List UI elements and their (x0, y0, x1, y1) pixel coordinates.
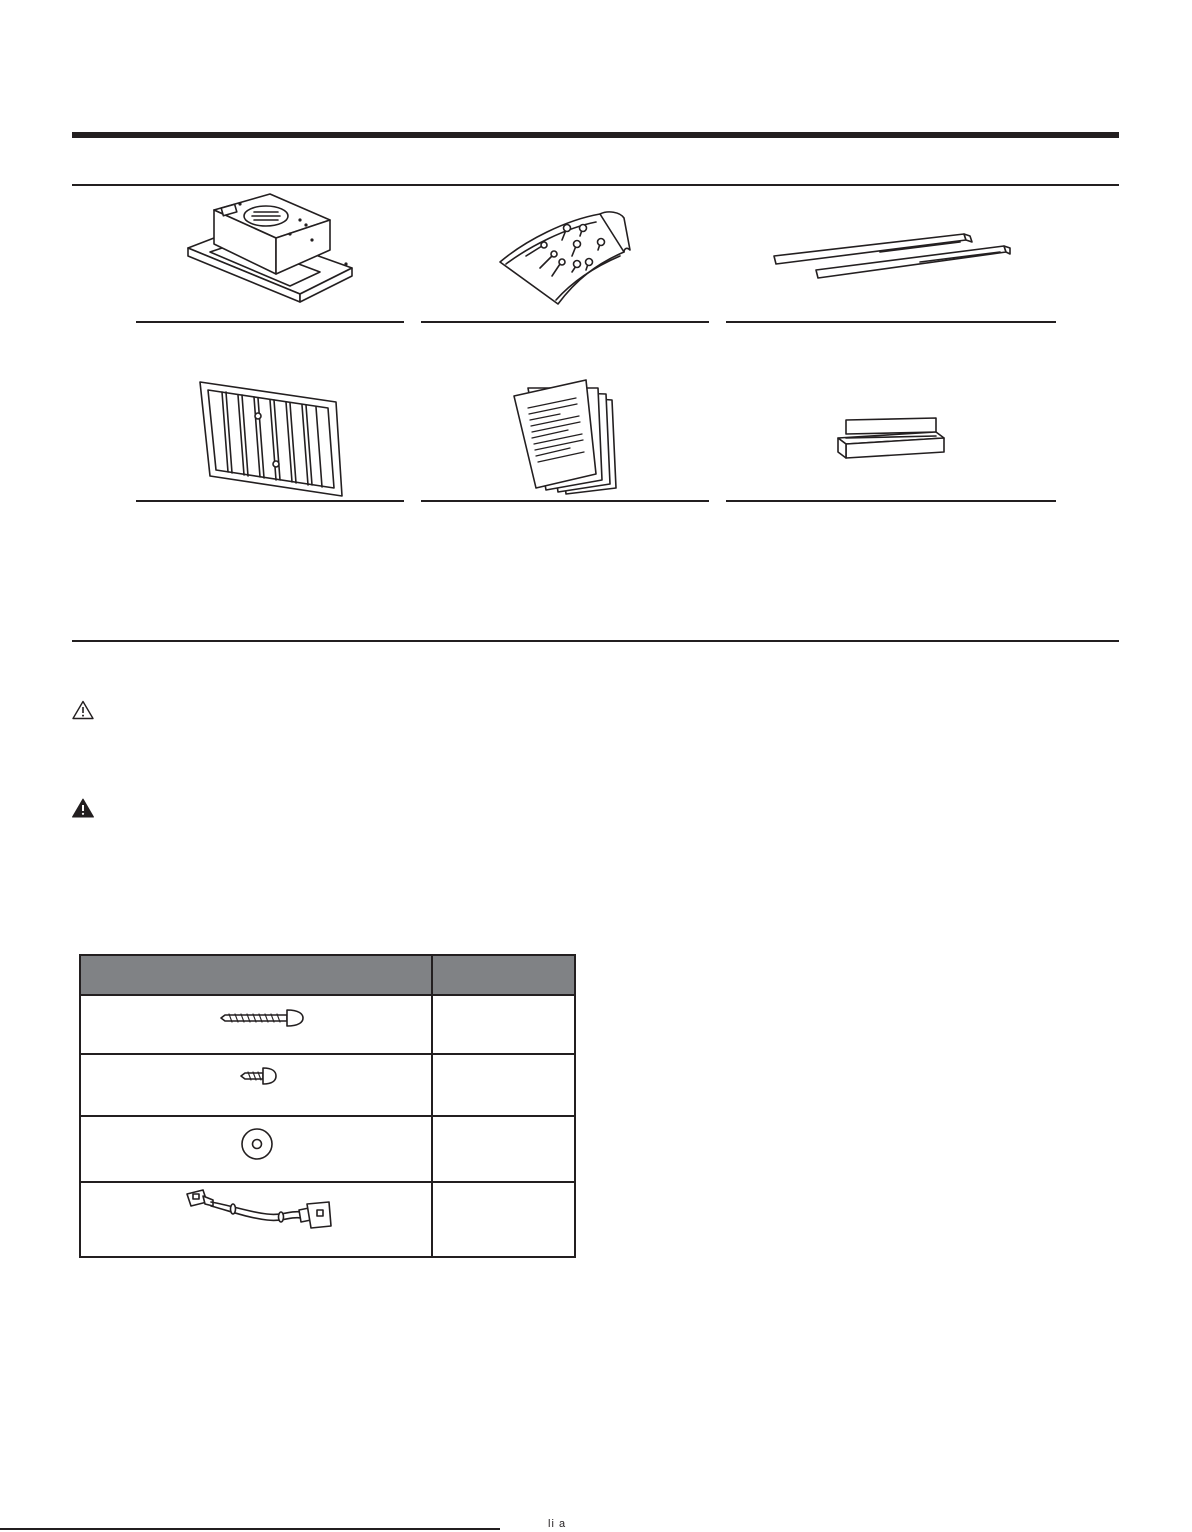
washer-icon (239, 1126, 275, 1162)
part-rule-rails (726, 321, 1056, 323)
part-rule-hardware-bag (421, 321, 709, 323)
hardware-table-row-divider (81, 1115, 574, 1117)
range-hood-icon (180, 190, 360, 320)
bracket-icon (832, 414, 948, 462)
wire-harness-icon (183, 1188, 335, 1238)
warning-solid-icon (72, 798, 94, 818)
long-screw-icon (219, 1006, 305, 1030)
part-rule-filter (136, 500, 404, 502)
part-rule-manual (421, 500, 709, 502)
hardware-table (79, 954, 576, 1258)
footer-rule (0, 1528, 500, 1530)
grease-filter-icon (196, 376, 346, 500)
part-rule-range-hood (136, 321, 404, 323)
hardware-table-column-divider (431, 956, 433, 1256)
caution-outline-icon (72, 700, 94, 720)
section-rule-parts (72, 184, 1119, 186)
footer-fragment: li a (548, 1518, 567, 1530)
section-rule-safety (72, 640, 1119, 642)
manual-icon (510, 378, 622, 498)
hardware-table-header (81, 956, 574, 996)
hardware-table-row-divider (81, 1053, 574, 1055)
hardware-bag-icon (496, 200, 636, 310)
part-rule-brackets (726, 500, 1056, 502)
mounting-rails-icon (770, 222, 1010, 282)
short-screw-icon (239, 1065, 279, 1087)
hardware-table-row-divider (81, 1181, 574, 1183)
header-rule (72, 132, 1119, 138)
